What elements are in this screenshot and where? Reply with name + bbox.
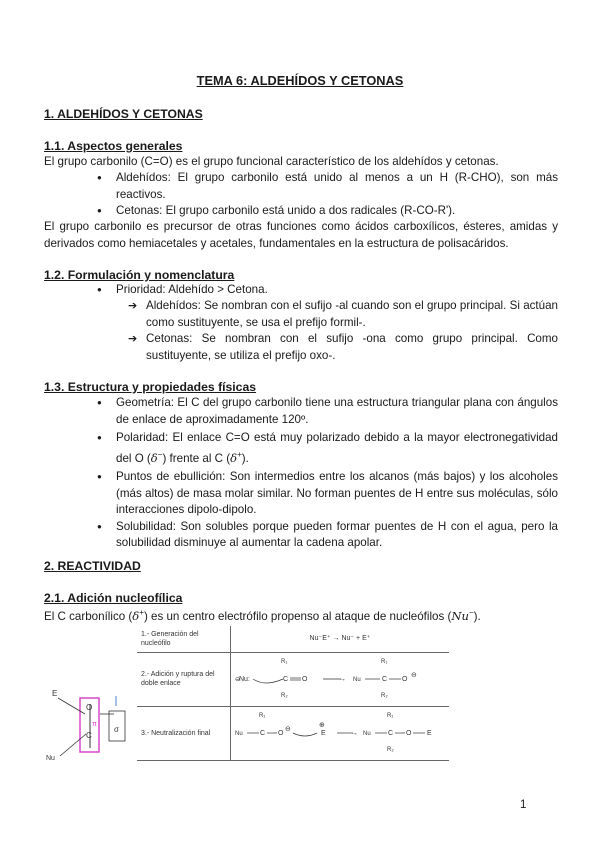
nu-symbol: Nu [451,609,469,623]
step-label: 1.- Generación del nucleófilo [137,626,231,652]
list-item: ● Geometría: El C del grupo carbonilo tiene una estructura triangular plana con ángulos de enlace de aproximadamente 120º. [90,395,558,428]
bullet-list-aspectos [90,170,558,220]
pi-label: π [92,721,97,728]
list-item: ➔ Cetonas: Se nombran con el sufijo -ona como grupo principal. Como sustituyente, se utiliza el prefijo oxo-. [126,331,558,364]
table-row [137,652,449,706]
nu-attack-line [60,734,86,756]
addition-diagram [235,655,445,701]
charge-sign: + [139,608,144,618]
bullet-list-formulacion [90,282,558,299]
nu-group: Nu [363,730,371,737]
arrow-head: → [339,675,346,683]
curved-arrow [253,679,283,683]
list-item: ● Aldehídos: El grupo carbonilo está unido al menos a un H (R-CHO), son más reactivos. [90,170,558,203]
list-item: ● Puntos de ebullición: Son intermedios entre los alcanos (más bajos) y los alcoholes (más altos) de masa molar similar. No forman puentes de H entre sus moléculas, sólo interacciones dipolo-dipolo. [90,469,558,519]
e-atom: E [321,729,326,737]
adicion-text-b: ) es un centro electrófilo propenso al ataque de nucleófilos ( [143,610,452,623]
neutralization-diagram [235,709,445,755]
bullet-list-propiedades [90,395,558,552]
c-label: C [86,731,92,740]
list-item: ➔ Aldehídos: Se nombran con el sufijo -al cuando son el grupo principal. Si actúan como sustituyente, se usa el prefijo formil-. [126,298,558,331]
list-item [90,428,558,469]
list-item: ● Solubilidad: Son solubles porque pueden formar puentes de H con el agua, pero la solubilidad disminuye al aumentar la cadena apolar. [90,519,558,552]
subsection-heading-1-3: 1.3. Estructura y propiedades físicas [44,380,257,394]
sigma-label: σ [114,725,119,734]
r1-label: R₁ [381,658,388,665]
nu-label: Nu [46,755,55,762]
step-equation: Nu⁻E⁺ → Nu⁻ + E⁺ [309,635,371,643]
arrow-list-nomenclatura [126,298,558,364]
charge-sign: − [468,608,474,618]
r1-label: R₁ [259,712,266,719]
polaridad-text-c: ). [241,452,249,465]
list-item: ● Prioridad: Aldehído > Cetona. [90,282,558,299]
r2-label: R₂ [281,692,288,699]
reaction-mechanism-table [137,626,449,761]
plus-charge: ⊕ [319,721,325,729]
minus-charge: ⊖ [235,676,241,683]
polaridad-text-a: Polaridad: El enlace C=O está muy polarizado debido a la mayor electronegatividad del O ( [116,431,558,465]
page-number: 1 [520,799,527,811]
r1-label: R₁ [387,712,394,719]
polaridad-text-b: ) frente al C ( [162,452,231,465]
delta-symbol: δ [150,451,158,465]
nu-group: Nu [235,730,243,737]
section-heading-1: 1. ALDEHÍDOS Y CETONAS [44,107,203,121]
step-diagram-cell [231,652,450,706]
o-atom: O [278,729,284,737]
section-heading-2: 2. REACTIVIDAD [44,559,141,573]
subsection-heading-2-1: 2.1. Adición nucleofílica [44,591,183,605]
subsection-heading-1-1: 1.1. Aspectos generales [44,139,183,153]
delta-symbol: δ [230,451,238,465]
r2-label: R₂ [381,692,388,699]
o-atom: O [402,675,408,683]
delta-symbol: δ [132,609,140,623]
e-label: E [52,689,58,698]
o-atom: O [302,675,308,683]
carbonyl-orbital-figure [40,676,132,762]
r1-label: R₁ [281,658,288,665]
c-atom: C [283,675,289,683]
nu-product: Nu [353,676,361,683]
charge-sign: − [157,450,163,460]
adicion-text-a: El C carbonílico ( [44,610,133,623]
subsection-heading-1-2: 1.2. Formulación y nomenclatura [44,268,235,282]
minus-charge: ⊖ [411,671,417,679]
curved-arrow [293,733,317,736]
o-atom: O [406,729,412,737]
nu-reactant: Nu: [239,675,250,683]
adicion-text-c: ). [473,610,481,623]
c-atom: C [388,729,394,737]
table-row [137,626,449,652]
step-diagram-cell [231,706,450,760]
list-item: ● Cetonas: El grupo carbonilo está unido a dos radicales (R-CO-R'). [90,203,558,220]
r2-label: R₂ [387,746,394,753]
step-label: 3.- Neutralización final [137,706,231,760]
c-atom: C [260,729,266,737]
paragraph-outro: El grupo carbonilo es precursor de otras funciones como ácidos carboxílicos, ésteres, amidas y derivados como hemiacetales y acetales, fundamentales en la estructura de polisacáridos. [44,220,558,250]
charge-sign: + [237,450,242,460]
c-atom: C [382,675,388,683]
step-label: 2.- Adición y ruptura del doble enlace [137,652,231,706]
paragraph-intro: El grupo carbonilo (C=O) es el grupo funcional característico de los aldehídos y cetonas. [44,155,499,168]
paragraph-adicion [44,608,558,626]
minus-charge: ⊖ [285,725,291,733]
table-row [137,706,449,760]
o-label: O [86,703,93,712]
e-atom: E [427,729,432,737]
document-title: TEMA 6: ALDEHÍDOS Y CETONAS [196,73,404,88]
arrow-head: → [351,729,358,737]
e-attack-line [58,698,85,714]
